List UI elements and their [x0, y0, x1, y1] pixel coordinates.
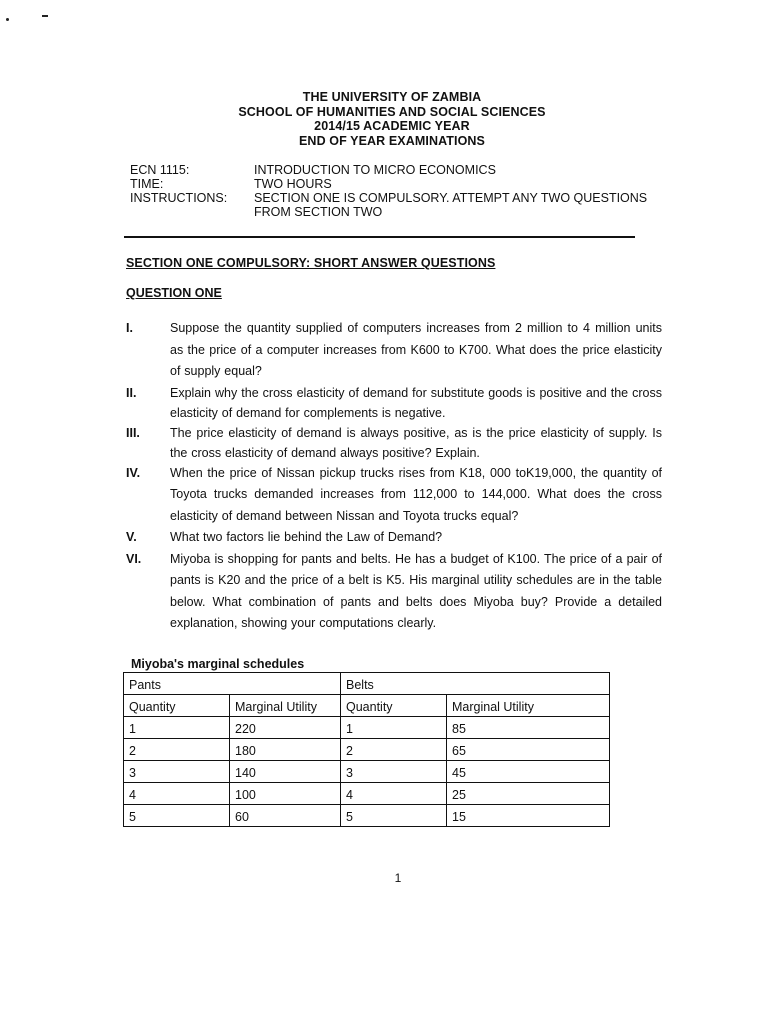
table-cell: 65 — [447, 739, 610, 761]
question-number: V. — [126, 530, 137, 544]
time-value: TWO HOURS — [254, 177, 332, 191]
question-list — [126, 318, 662, 635]
column-header: Quantity — [341, 695, 447, 717]
question-text: When the price of Nissan pickup trucks rises from K18, 000 toK19,000, the quantity of Toyota trucks demanded increases from 112,000 to 144,000. What does the cross elasticity of demand between Nissan and Toyota trucks equal? — [170, 465, 662, 523]
table-cell: 1 — [124, 717, 230, 739]
course-code: ECN 1115: — [130, 163, 190, 177]
question-number: IV. — [126, 465, 141, 480]
table-row — [124, 805, 610, 827]
table-cell: 1 — [341, 717, 447, 739]
course-row — [130, 163, 654, 177]
scan-speck — [6, 18, 9, 21]
exam-name: END OF YEAR EXAMINATIONS — [299, 133, 485, 148]
question-number: III. — [126, 425, 140, 440]
table-row — [124, 739, 610, 761]
table-cell: 45 — [447, 761, 610, 783]
pants-header: Pants — [124, 673, 341, 695]
instructions-text: SECTION ONE IS COMPULSORY. ATTEMPT ANY TWO QUESTIONS — [254, 191, 648, 205]
instructions-label: INSTRUCTIONS: — [130, 191, 228, 205]
table-cell: 60 — [230, 805, 341, 827]
instructions-label-empty — [130, 205, 254, 219]
table-row — [124, 717, 610, 739]
table-title: Miyoba's marginal schedules — [131, 657, 305, 671]
table-cell: 5 — [341, 805, 447, 827]
table-cell: 100 — [230, 783, 341, 805]
table-cell: 2 — [341, 739, 447, 761]
question-text: Miyoba is shopping for pants and belts. He has a budget of K100. The price of a pair of pants is K20 and the price of a belt is K5. His marginal utility schedules are in the table below. What combination of pants and belts does Miyoba buy? Provide a detailed explanation, showing your computations clearly. — [170, 551, 662, 630]
belts-header: Belts — [341, 673, 610, 695]
question-item — [126, 423, 662, 463]
marginal-utility-table — [123, 672, 610, 827]
question-item — [126, 527, 662, 549]
course-title: INTRODUCTION TO MICRO ECONOMICS — [254, 163, 496, 177]
table-column-header-row — [124, 695, 610, 717]
table-cell: 25 — [447, 783, 610, 805]
column-header: Marginal Utility — [230, 695, 341, 717]
table-cell: 180 — [230, 739, 341, 761]
header-divider — [124, 236, 635, 238]
table-cell: 3 — [341, 761, 447, 783]
scan-speck — [42, 15, 48, 17]
page-number: 1 — [394, 871, 402, 885]
question-text: Suppose the quantity supplied of computers increases from 2 million to 4 million units as the price of a computer increases from K600 to K700. What does the price elasticity of supply equal? — [170, 321, 662, 378]
question-item — [126, 463, 662, 528]
table-cell: 85 — [447, 717, 610, 739]
column-header: Quantity — [124, 695, 230, 717]
instructions-row — [130, 191, 654, 205]
instructions-text-continued: FROM SECTION TWO — [254, 205, 383, 219]
school-name: SCHOOL OF HUMANITIES AND SOCIAL SCIENCES — [238, 104, 546, 119]
table-cell: 3 — [124, 761, 230, 783]
table-cell: 5 — [124, 805, 230, 827]
column-header: Marginal Utility — [447, 695, 610, 717]
section-title: SECTION ONE COMPULSORY: SHORT ANSWER QUESTIONS — [126, 256, 496, 270]
course-info — [130, 163, 654, 219]
university-name: THE UNIVERSITY OF ZAMBIA — [302, 90, 482, 104]
question-item — [126, 318, 662, 383]
table-cell: 15 — [447, 805, 610, 827]
question-text: The price elasticity of demand is always positive, as is the price elasticity of supply. Is the cross elasticity of demand always positive? Explain. — [170, 425, 662, 460]
table-cell: 4 — [341, 783, 447, 805]
table-row — [124, 761, 610, 783]
question-item — [126, 383, 662, 423]
time-label: TIME: — [130, 177, 164, 191]
exam-header — [0, 90, 768, 148]
instructions-row-continued — [130, 205, 654, 219]
table-cell: 140 — [230, 761, 341, 783]
question-item — [126, 549, 662, 635]
question-number: II. — [126, 385, 137, 400]
table-cell: 2 — [124, 739, 230, 761]
question-text: Explain why the cross elasticity of demand for substitute goods is positive and the cross elasticity of demand for complements is negative. — [170, 385, 662, 420]
table-cell: 4 — [124, 783, 230, 805]
academic-year: 2014/15 ACADEMIC YEAR — [314, 119, 470, 133]
question-text: What two factors lie behind the Law of Demand? — [170, 530, 443, 544]
table-group-header-row — [124, 673, 610, 695]
question-title: QUESTION ONE — [126, 286, 222, 300]
question-number: I. — [126, 321, 133, 335]
table-row — [124, 783, 610, 805]
time-row — [130, 177, 654, 191]
table-cell: 220 — [230, 717, 341, 739]
question-number: VI. — [126, 551, 142, 566]
